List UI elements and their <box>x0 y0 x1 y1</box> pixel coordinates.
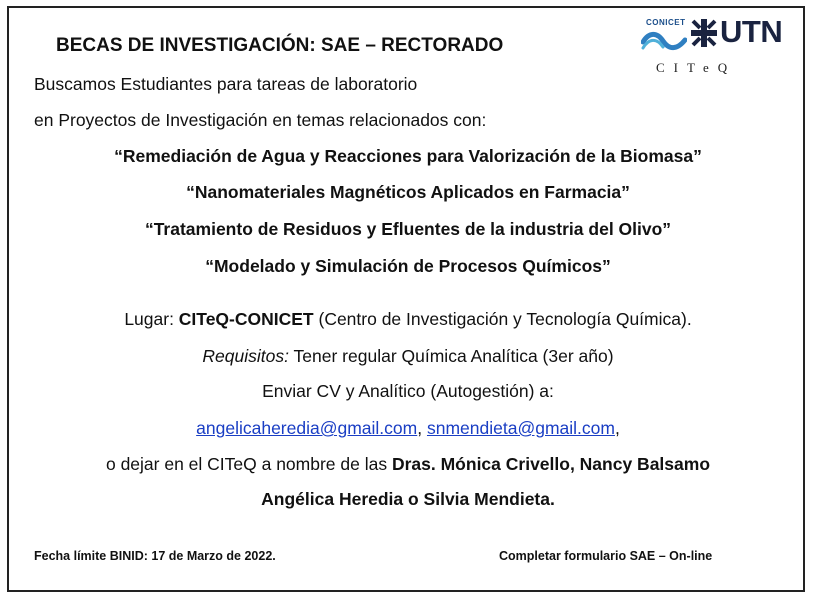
place-name: CITeQ-CONICET <box>178 309 314 329</box>
email-end: , <box>614 418 620 438</box>
place-detail: (Centro de Investigación y Tecnología Química). <box>313 309 692 329</box>
page-title: BECAS DE INVESTIGACIÓN: SAE – RECTORADO <box>56 35 504 56</box>
requirements-text: Tener regular Química Analítica (3er año) <box>289 346 614 366</box>
leave-line <box>0 454 816 475</box>
leave-names-1: Dras. Mónica Crivello, Nancy Balsamo <box>391 454 711 474</box>
place-line <box>0 309 816 330</box>
place-label: Lugar: <box>124 309 179 329</box>
requirements-line <box>0 346 816 367</box>
requirements-label: Requisitos: <box>202 346 289 366</box>
logo-area <box>638 16 792 76</box>
conicet-logo-text: CONICET <box>646 18 686 27</box>
send-instructions: Enviar CV y Analítico (Autogestión) a: <box>262 381 554 401</box>
topic-3: “Tratamiento de Residuos y Efluentes de la industria del Olivo” <box>144 219 672 239</box>
intro-line-1: Buscamos Estudiantes para tareas de laboratorio <box>34 74 418 94</box>
utn-logo-text: UTN <box>720 14 783 49</box>
topic-2: “Nanomateriales Magnéticos Aplicados en Farmacia” <box>186 182 630 202</box>
email-separator: , <box>417 418 427 438</box>
topic-4: “Modelado y Simulación de Procesos Químicos” <box>205 256 611 276</box>
email-link-mendieta[interactable]: snmendieta@gmail.com <box>426 418 615 438</box>
utn-emblem-icon <box>690 18 718 48</box>
citeq-logo-text: CITeQ <box>656 60 737 75</box>
conicet-wave-icon <box>641 28 687 54</box>
email-link-heredia[interactable]: angelicaheredia@gmail.com <box>196 418 418 438</box>
leave-names-2: Angélica Heredia o Silvia Mendieta. <box>261 489 555 509</box>
deadline-note: Fecha límite BINID: 17 de Marzo de 2022. <box>34 549 276 563</box>
email-line <box>0 418 816 439</box>
form-note: Completar formulario SAE – On-line <box>499 549 713 563</box>
intro-line-2: en Proyectos de Investigación en temas relacionados con: <box>34 110 487 130</box>
topic-1: “Remediación de Agua y Reacciones para Valorización de la Biomasa” <box>114 146 702 166</box>
leave-prefix: o dejar en el CITeQ a nombre de las <box>105 454 392 474</box>
